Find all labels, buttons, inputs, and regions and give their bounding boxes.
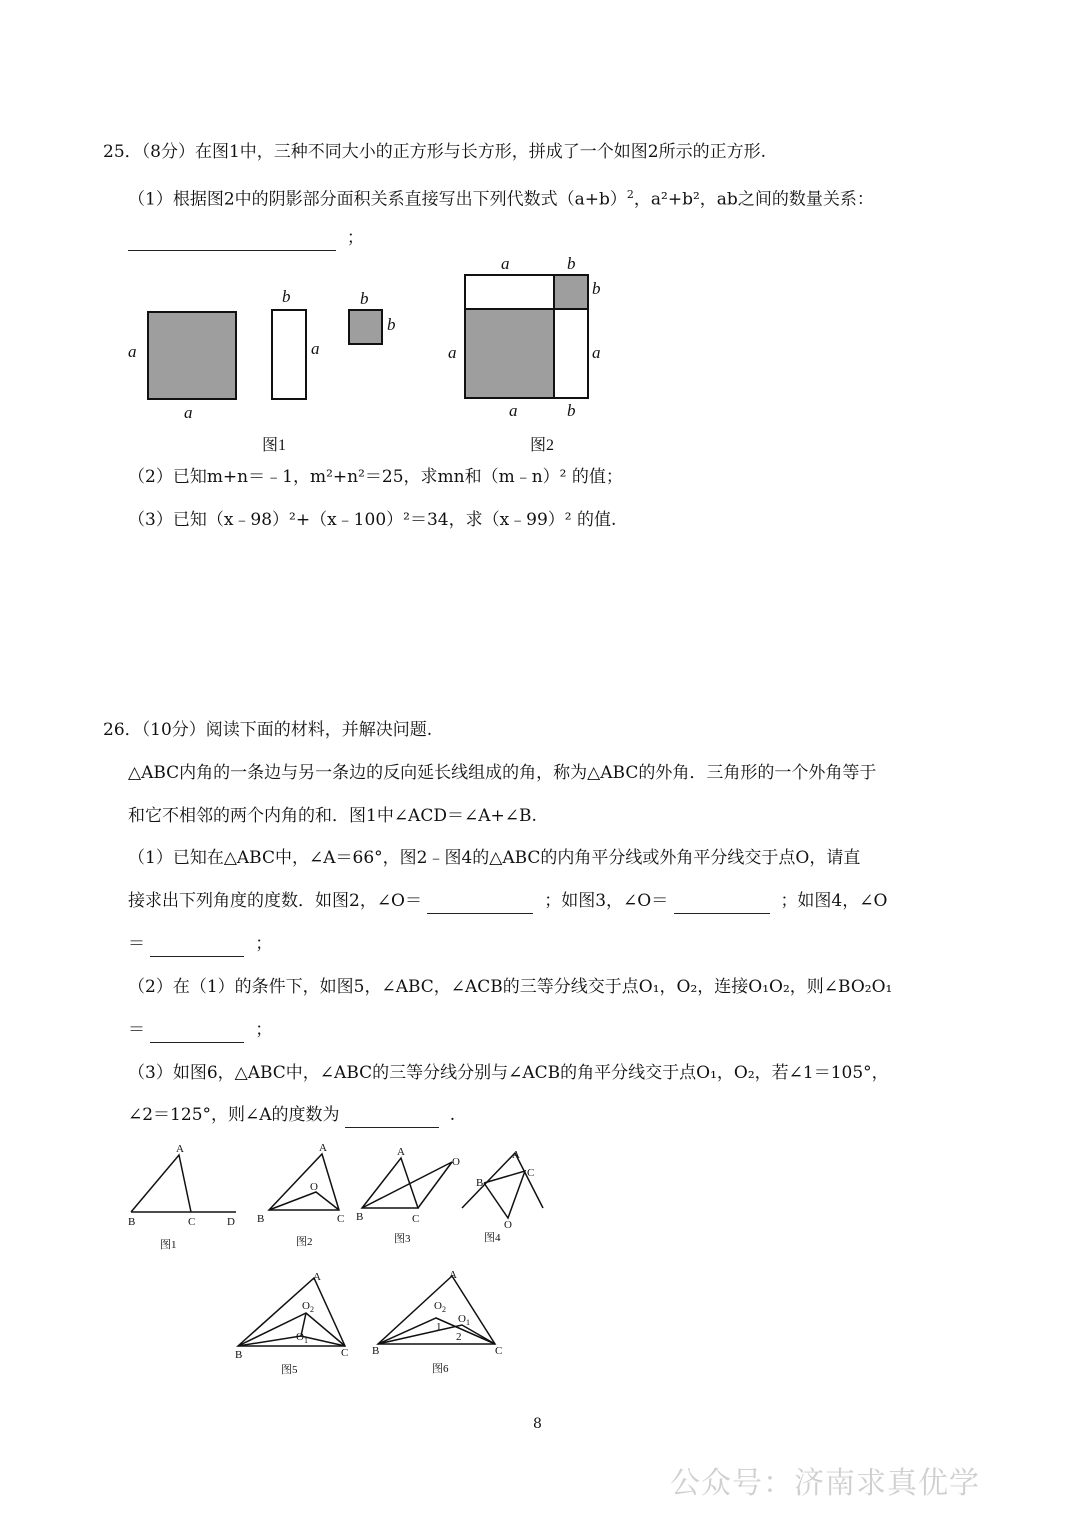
fig5-o2-letter: O [302, 1300, 310, 1312]
fig6-o2-letter: O [434, 1300, 442, 1312]
q26-title: 26．（10分）阅读下面的材料，并解决问题. [103, 720, 433, 740]
fig1-label-b-rect: b [282, 287, 291, 306]
fig5-trisectors-outer [238, 1313, 345, 1346]
fig5-o1-letter: O [296, 1331, 304, 1343]
fig1-label-a-bottom: a [184, 403, 193, 422]
fig2-pt-C: C [337, 1213, 345, 1225]
q26-intro-line1: △ABC内角的一条边与另一条边的反向延长线组成的角，称为△ABC的外角．三角形的一个外角等于 [128, 763, 877, 783]
fig5-pt-C: C [341, 1347, 349, 1359]
fig5-caption: 图5 [281, 1364, 298, 1376]
q26-part1-text-b: ；如图3，∠O＝ [544, 891, 669, 911]
fig6-angle-1: 1 [436, 1321, 442, 1333]
fig3-pt-B: B [356, 1211, 364, 1223]
fig2-bisectors [269, 1192, 339, 1210]
fig3-pt-C: C [412, 1213, 420, 1225]
fig2-label-a-top: a [501, 254, 510, 273]
watermark: 公众号：济南求真优学 [670, 1466, 980, 1501]
fig2-caption: 图2 [530, 437, 555, 454]
fig1-caption: 图1 [160, 1239, 177, 1251]
q26-part1-text-c: ；如图4，∠O [780, 891, 888, 911]
fig1-caption: 图1 [262, 437, 287, 454]
fig2-label-b-right: b [592, 279, 601, 298]
q25-title: 25．（8分）在图1中，三种不同大小的正方形与长方形，拼成了一个如图2所示的正方形. [103, 142, 766, 162]
fig4-caption: 图4 [484, 1232, 501, 1244]
fig6-pt-B: B [372, 1345, 380, 1357]
q26-part3-text: ∠2＝125°，则∠A的度数为 [128, 1105, 340, 1125]
q26-part1-eq: ＝ [128, 934, 145, 954]
q26-part2-end: ； [255, 1020, 273, 1040]
fig6-pt-O2 [434, 1300, 446, 1314]
q25-part1-sup: 2 [626, 188, 634, 201]
q26-part2-eq: ＝ [128, 1020, 145, 1040]
q25-answer-end: ； [346, 228, 364, 248]
fig6-o2-sub: 2 [441, 1305, 446, 1314]
fig6-caption: 图6 [432, 1363, 449, 1375]
fig1-label-b-top: b [360, 289, 369, 308]
fig4-pt-O: O [504, 1219, 512, 1231]
fig2-label-a-bottom: a [509, 401, 518, 420]
fig2-pt-O: O [310, 1181, 318, 1193]
fig4-extended-sides [462, 1153, 543, 1208]
q26-part3-line1: （3）如图6，△ABC中，∠ABC的三等分线分别与∠ACB的角平分线交于点O₁，O₂，若∠1＝105°， [128, 1063, 889, 1083]
fig5-o2-sub: 2 [309, 1305, 314, 1314]
fig2-pt-B: B [257, 1213, 265, 1225]
fig2-label-b-top: b [567, 254, 576, 273]
fig6-pt-O1 [458, 1313, 470, 1327]
fig2-label-b-bottom: b [567, 401, 576, 420]
fig1-label-b-right: b [387, 315, 396, 334]
q25-part2: （2）已知m+n＝﹣1，m²+n²＝25，求mn和（m﹣n）² 的值； [128, 467, 623, 487]
fig1-pt-D: D [227, 1216, 235, 1228]
fig5-pt-A: A [313, 1271, 321, 1283]
fig3-caption: 图3 [394, 1233, 411, 1245]
page-number: 8 [533, 1416, 542, 1432]
fig1-pt-A: A [176, 1143, 184, 1155]
fig1-triangle [131, 1155, 191, 1212]
q25-part3: （3）已知（x﹣98）²+（x﹣100）²＝34，求（x﹣99）² 的值. [128, 510, 617, 530]
fig2-pt-A: A [319, 1142, 327, 1154]
fig2-label-a-right: a [592, 343, 601, 362]
fig1-pt-B: B [128, 1216, 136, 1228]
fig2-label-a-left: a [448, 343, 457, 362]
fig6-o1-letter: O [458, 1313, 466, 1325]
fig1-pt-C: C [188, 1216, 196, 1228]
fig1-label-a-left: a [128, 342, 137, 361]
fig3-pt-O: O [452, 1156, 460, 1168]
fig1-label-a-rect: a [311, 339, 320, 358]
fig6-pt-C: C [495, 1345, 503, 1357]
fig5-pt-B: B [235, 1349, 243, 1361]
q26-part2-line1: （2）在（1）的条件下，如图5，∠ABC，∠ACB的三等分线交于点O₁，O₂，连接O₁O₂，则∠BO₂O₁ [128, 977, 893, 997]
fig4-pt-C: C [527, 1167, 535, 1179]
fig5-o1-sub: 1 [303, 1336, 308, 1345]
fig6-angle-2: 2 [456, 1331, 462, 1343]
fig3-bisectors [362, 1162, 452, 1208]
q26-part1-end: ； [255, 934, 273, 954]
fig4-pt-B: B [476, 1177, 484, 1189]
fig6-o1-sub: 1 [465, 1318, 470, 1327]
fig2-caption: 图2 [296, 1236, 313, 1248]
q26-part1-text-a: 接求出下列角度的度数．如图2，∠O＝ [128, 891, 422, 911]
q26-intro-line2: 和它不相邻的两个内角的和．图1中∠ACD＝∠A+∠B. [128, 806, 537, 826]
q25-part1-text-a: （1）根据图2中的阴影部分面积关系直接写出下列代数式（a+b） [128, 189, 627, 210]
fig5-triangle [238, 1278, 345, 1346]
q26-part1-line1: （1）已知在△ABC中，∠A＝66°，图2﹣图4的△ABC的内角平分线或外角平分线交于点O，请直 [128, 848, 861, 868]
q26-part3-end: . [449, 1105, 456, 1125]
q25-part1-text-b: ，a²+b²，ab之间的数量关系： [633, 189, 874, 210]
fig3-pt-A: A [397, 1146, 405, 1158]
fig5-pt-O1 [296, 1331, 308, 1345]
fig5-pt-O2 [302, 1300, 314, 1314]
fig4-pt-A: A [512, 1149, 520, 1161]
fig6-pt-A: A [449, 1269, 457, 1281]
